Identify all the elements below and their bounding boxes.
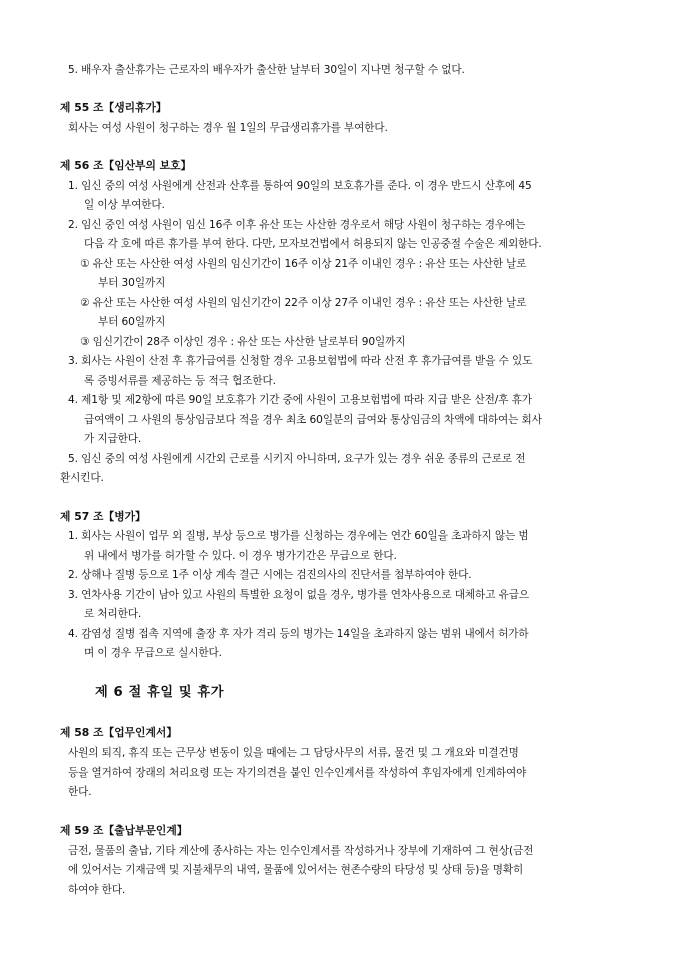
article-56-sub-2-line-1: ② 유산 또는 사산한 여성 사원의 임신기간이 22주 이상 27주 이내인 경우 : 유산 또는 사산한 날로 <box>80 297 527 309</box>
article-58-heading: 제 58 조【업무인계서】 <box>60 726 178 739</box>
article-56-sub-1-line-1: ① 유산 또는 사산한 여성 사원의 임신기간이 16주 이상 21주 이내인 경우 : 유산 또는 사산한 날로 <box>80 258 527 270</box>
article-56-item-5-line-2: 환시킨다. <box>60 472 104 484</box>
article-56-item-3-line-1: 3. 회사는 사원이 산전 후 휴가급여를 신청할 경우 고용보험법에 따라 산전 후 휴가급여를 받을 수 있도 <box>68 355 533 367</box>
article-57-item-3-line-2: 로 처리한다. <box>84 608 142 620</box>
article-56-sub-2-line-2: 부터 60일까지 <box>98 316 166 328</box>
article-56-item-2-line-1: 2. 임신 중인 여성 사원이 임신 16주 이후 유산 또는 사산한 경우로서 해당 사원이 청구하는 경우에는 <box>68 219 526 231</box>
article-59-line-1: 금전, 물품의 출납, 기타 계산에 종사하는 자는 인수인계서를 작성하거나 장부에 기재하여 그 현상(금전 <box>68 845 534 857</box>
article-56-item-4-line-1: 4. 제1항 및 제2항에 따른 90일 보호휴가 기간 중에 사원이 고용보험법에 따라 지급 받은 산전/후 휴가 <box>68 394 532 406</box>
article-59-heading: 제 59 조【출납부문인계】 <box>60 824 188 837</box>
article-57-item-4-line-2: 며 이 경우 무급으로 실시한다. <box>84 647 222 659</box>
article-56-item-5-line-1: 5. 임신 중의 여성 사원에게 시간외 근로를 시키지 아니하며, 요구가 있는 경우 쉬운 종류의 근로로 전 <box>68 453 526 465</box>
article-56-item-2-line-2: 다음 각 호에 따른 휴가를 부여 한다. 다만, 모자보건법에서 허용되지 않는 인공중절 수술은 제외한다. <box>84 238 542 250</box>
article-57-item-1-line-1: 1. 회사는 사원이 업무 외 질병, 부상 등으로 병가를 신청하는 경우에는 연간 60일을 초과하지 않는 범 <box>68 530 529 542</box>
article-58-line-3: 한다. <box>68 786 92 798</box>
article-58-line-1: 사원의 퇴직, 휴직 또는 근무상 변동이 있을 때에는 그 담당사무의 서류, 물건 및 그 개요와 미결건명 <box>68 747 519 759</box>
article-56-item-4-line-3: 가 지급한다. <box>84 433 142 445</box>
article-55-body: 회사는 여성 사원이 청구하는 경우 월 1일의 무급생리휴가를 부여한다. <box>68 122 388 134</box>
section-6-title: 제 6 절 휴일 및 휴가 <box>95 685 225 700</box>
article-57-item-3-line-1: 3. 연차사용 기간이 남아 있고 사원의 특별한 요청이 없을 경우, 병가를 연차사용으로 대체하고 유급으 <box>68 589 529 601</box>
article-56-item-3-line-2: 록 증빙서류를 제공하는 등 적극 협조한다. <box>84 375 276 387</box>
article-56-sub-1-line-2: 부터 30일까지 <box>98 277 166 289</box>
article-59-line-2: 에 있어서는 기재금액 및 지불채무의 내역, 물품에 있어서는 현존수량의 타당성 및 상태 등)을 명확히 <box>68 864 524 876</box>
article-58-line-2: 등을 열거하여 장래의 처리요령 또는 자기의견을 붙인 인수인계서를 작성하여 후임자에게 인계하여야 <box>68 767 527 779</box>
article-56-heading: 제 56 조【임산부의 보호】 <box>60 159 192 172</box>
paternity-leave-item-5: 5. 배우자 출산휴가는 근로자의 배우자가 출산한 날부터 30일이 지나면 청구할 수 없다. <box>68 64 465 76</box>
article-57-item-4-line-1: 4. 감염성 질병 접촉 지역에 출장 후 자가 격리 등의 병가는 14일을 초과하지 않는 범위 내에서 허가하 <box>68 628 529 640</box>
article-57-item-2-line-1: 2. 상해나 질병 등으로 1주 이상 계속 결근 시에는 검진의사의 진단서를 첨부하여야 한다. <box>68 569 472 581</box>
article-56-item-4-line-2: 급여액이 그 사원의 통상임금보다 적을 경우 최초 60일분의 급여와 통상임금의 차액에 대하여는 회사 <box>84 414 542 426</box>
article-57-item-1-line-2: 위 내에서 병가를 허가할 수 있다. 이 경우 병가기간은 무급으로 한다. <box>84 550 397 562</box>
article-56-item-1-line-1: 1. 임신 중의 여성 사원에게 산전과 산후를 통하여 90일의 보호휴가를 준다. 이 경우 반드시 산후에 45 <box>68 180 532 192</box>
article-56-sub-3-line-1: ③ 임신기간이 28주 이상인 경우 : 유산 또는 사산한 날로부터 90일까지 <box>80 336 406 348</box>
article-59-line-3: 하여야 한다. <box>68 884 126 896</box>
article-57-heading: 제 57 조【병가】 <box>60 510 146 523</box>
article-55-heading: 제 55 조【생리휴가】 <box>60 101 167 114</box>
article-56-item-1-line-2: 일 이상 부여한다. <box>84 199 165 211</box>
